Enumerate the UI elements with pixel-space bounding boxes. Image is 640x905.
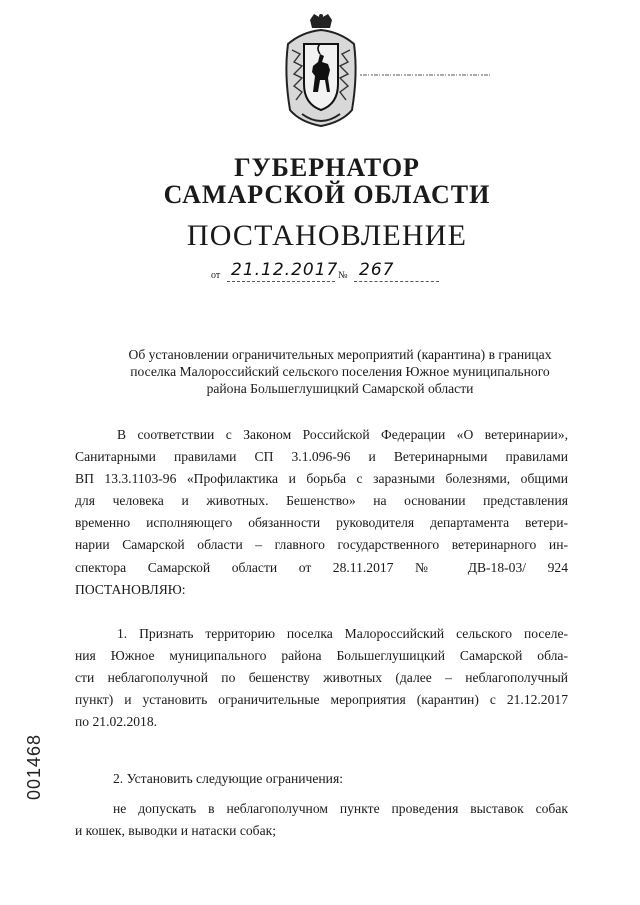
text-line: В соответствии с Законом Российской Федерации «О ветеринарии»,	[117, 427, 568, 442]
text-line: нарии Самарской области – главного государственного ветеринарного ин-	[75, 537, 568, 553]
preamble-paragraph	[75, 424, 568, 601]
text-line: для человека и животных. Бешенство» на основании представления	[75, 493, 568, 509]
authority-line-2: САМАРСКОЙ ОБЛАСТИ	[163, 180, 491, 209]
registration-stamp: 001468	[24, 733, 44, 800]
text-line: и кошек, выводки и натаски собак;	[75, 823, 277, 839]
coat-of-arms-icon	[280, 14, 362, 130]
text-line: по 21.02.2018.	[75, 714, 158, 730]
scan-mark	[360, 73, 490, 77]
text-line: Санитарными правилами СП 3.1.096-96 и Ветеринарными правилами	[75, 449, 568, 465]
document-date: 21.12.2017	[231, 260, 339, 280]
title-line: поселка Малороссийский сельского поселения Южное муниципального	[130, 364, 550, 379]
document-type: ПОСТАНОВЛЕНИЕ	[186, 219, 468, 252]
authority-line-1: ГУБЕРНАТОР	[234, 153, 420, 182]
text-line: спектора Самарской области от 28.11.2017 № ДВ-18-03/ 924	[75, 559, 568, 575]
text-line: 2. Установить следующие ограничения:	[113, 771, 343, 786]
text-line: ния Южное муниципального района Большеглушицкий Самарской обла-	[75, 648, 568, 664]
text-line: сти неблагополучной по бешенству животных (далее – неблагополучный	[75, 670, 568, 686]
title-line: Об установлении ограничительных мероприятий (карантина) в границах	[128, 347, 552, 362]
date-from-label: от	[211, 270, 221, 281]
number-label: №	[338, 270, 348, 281]
item-1-paragraph	[75, 623, 568, 733]
text-line: не допускать в неблагополучном пункте проведения выставок собак	[113, 801, 568, 816]
item-2-heading	[75, 768, 568, 790]
document-number: 267	[359, 260, 395, 280]
item-2-text	[75, 798, 568, 842]
date-number-line	[211, 260, 441, 287]
text-line: 1. Признать территорию поселка Малороссийский сельского поселе-	[117, 626, 568, 641]
text-line: ВП 13.3.1103-96 «Профилактика и борьба с заразными болезнями, общими	[75, 471, 568, 487]
title-line: района Большеглушицкий Самарской области	[206, 381, 474, 396]
document-title	[40, 346, 640, 397]
text-line: временно исполняющего обязанности руководителя департамента ветери-	[75, 515, 568, 531]
text-line: пункт) и установить ограничительные мероприятия (карантин) с 21.12.2017	[75, 692, 568, 708]
resolution-word: ПОСТАНОВЛЯЮ:	[75, 581, 186, 597]
